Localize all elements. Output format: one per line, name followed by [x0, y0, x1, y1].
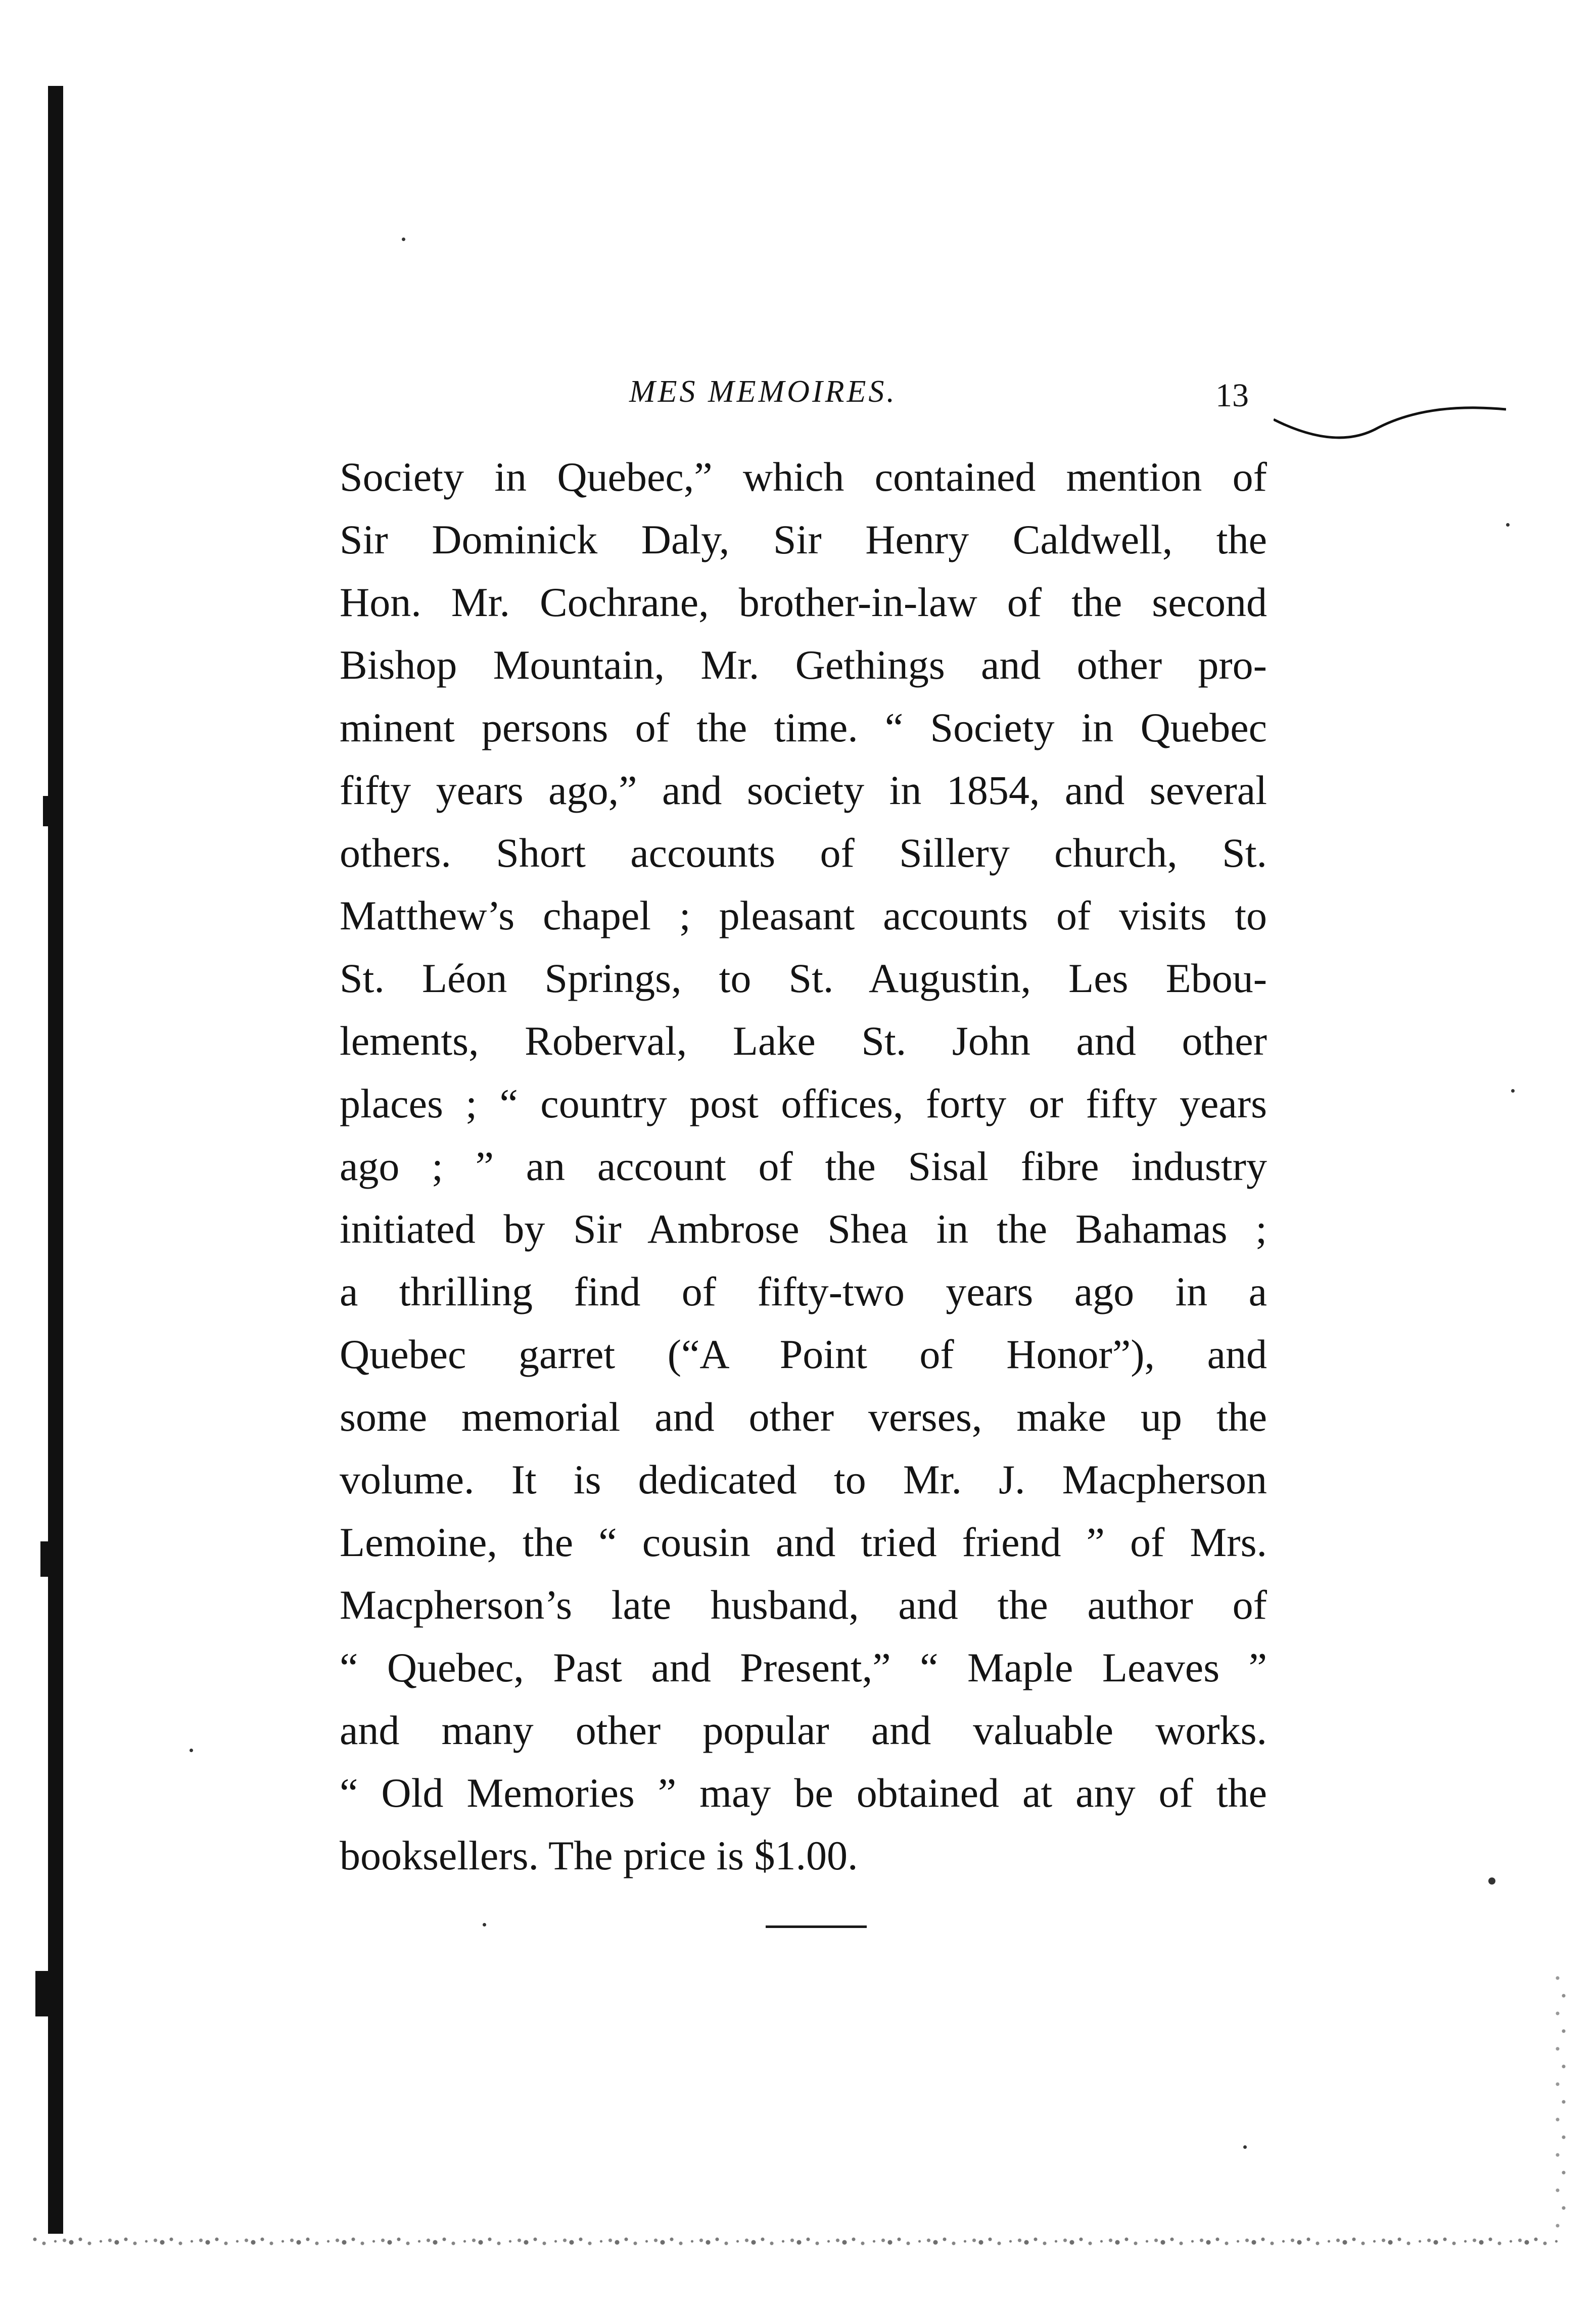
scan-speck — [1506, 523, 1510, 527]
scan-speck — [1243, 2145, 1247, 2149]
margin-pen-stroke — [1274, 399, 1506, 460]
text-line: ago ; ” an account of the Sisal fibre industry — [340, 1143, 1267, 1189]
text-line: “ Old Memories ” may be obtained at any of the — [340, 1770, 1267, 1816]
text-line: St. Léon Springs, to St. Augustin, Les Ebou- — [340, 955, 1267, 1001]
section-divider-rule — [766, 1925, 867, 1928]
scan-noise-bottom — [30, 2231, 1561, 2251]
binding-mark-lower — [35, 1971, 58, 2016]
text-line: booksellers. The price is $1.00. — [340, 1832, 858, 1878]
scan-speck — [402, 238, 405, 241]
scan-speck — [1488, 1877, 1495, 1885]
text-line: Bishop Mountain, Mr. Gethings and other pro- — [340, 642, 1267, 688]
scan-speck — [483, 1923, 486, 1926]
text-line: others. Short accounts of Sillery church, St. — [340, 830, 1267, 876]
text-line: Lemoine, the “ cousin and tried friend ” of Mrs. — [340, 1519, 1267, 1565]
text-line: Hon. Mr. Cochrane, brother-in-law of the second — [340, 579, 1267, 625]
text-line: places ; “ country post offices, forty or fifty years — [340, 1080, 1267, 1126]
body-paragraph — [340, 446, 1267, 1887]
text-line: Sir Dominick Daly, Sir Henry Caldwell, the — [340, 516, 1267, 562]
text-line: minent persons of the time. “ Society in Quebec — [340, 704, 1267, 750]
page-number: 13 — [1215, 377, 1249, 414]
text-line: fifty years ago,” and society in 1854, and several — [340, 767, 1267, 813]
scan-speck — [1511, 1089, 1515, 1093]
page-binding-edge — [48, 86, 63, 2234]
text-line: some memorial and other verses, make up the — [340, 1394, 1267, 1440]
text-line: a thrilling find of fifty-two years ago in a — [340, 1268, 1267, 1314]
text-line: Matthew’s chapel ; pleasant accounts of visits to — [340, 892, 1267, 938]
text-line: “ Quebec, Past and Present,” “ Maple Leaves ” — [340, 1644, 1267, 1690]
text-line: initiated by Sir Ambrose Shea in the Bahamas ; — [340, 1206, 1267, 1252]
text-line: volume. It is dedicated to Mr. J. Macpherson — [340, 1456, 1267, 1502]
text-line: and many other popular and valuable works. — [340, 1707, 1267, 1753]
text-line: Macpherson’s late husband, and the author of — [340, 1582, 1267, 1628]
binding-mark-middle — [40, 1541, 55, 1577]
text-line: Quebec garret (“A Point of Honor”), and — [340, 1331, 1267, 1377]
scan-noise-right — [1545, 1971, 1576, 2234]
text-line: Society in Quebec,” which contained mention of — [340, 454, 1267, 500]
binding-mark-upper — [43, 796, 53, 826]
text-line: lements, Roberval, Lake St. John and other — [340, 1018, 1267, 1064]
running-header: MES MEMOIRES. — [629, 374, 897, 409]
scan-speck — [190, 1749, 193, 1752]
